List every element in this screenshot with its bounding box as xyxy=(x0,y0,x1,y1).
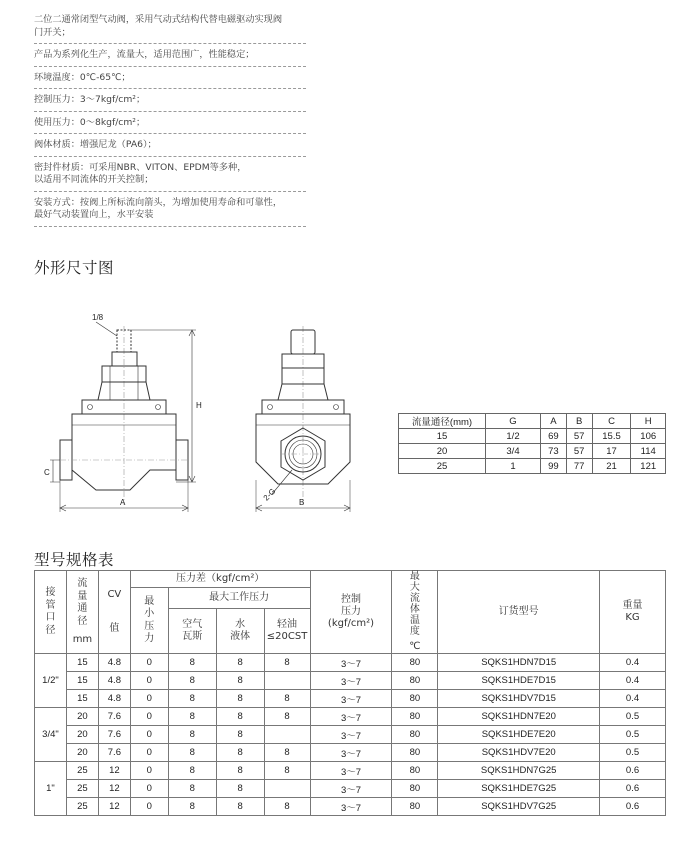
water-cell: 8 xyxy=(216,762,264,780)
table-row xyxy=(35,654,666,672)
min-pressure-cell: 0 xyxy=(130,726,168,744)
cv-header-label: CV xyxy=(107,589,122,600)
cv-cell: 7.6 xyxy=(98,726,130,744)
c-dimension-label: C xyxy=(44,468,50,477)
control-pressure-cell: 3～7 xyxy=(310,798,392,816)
cv-cell: 7.6 xyxy=(98,744,130,762)
water-cell: 8 xyxy=(216,672,264,690)
port-size-cell: 3/4" xyxy=(35,708,67,762)
flow-size-cell: 25 xyxy=(66,780,98,798)
oil-cell: 8 xyxy=(264,690,310,708)
table-row xyxy=(35,708,666,726)
spec-item: 密封件材质：可采用NBR、VITON、EPDM等多种， 以适用不同流体的开关控制； xyxy=(34,160,306,192)
max-temp-cell: 80 xyxy=(392,690,438,708)
dimension-table xyxy=(398,413,666,474)
table-row xyxy=(35,798,666,816)
dim-header: 流量通径(mm) xyxy=(399,414,486,429)
control-pressure-cell: 3～7 xyxy=(310,672,392,690)
dim-cell: 57 xyxy=(566,429,592,444)
weight-cell: 0.6 xyxy=(600,780,666,798)
min-pressure-cell: 0 xyxy=(130,654,168,672)
control-pressure-cell: 3～7 xyxy=(310,654,392,672)
dimensions-title: 外形尺寸图 xyxy=(34,259,115,277)
min-pressure-header xyxy=(130,588,168,654)
dim-header: G xyxy=(486,414,541,429)
max-temp-cell: 80 xyxy=(392,780,438,798)
flow-header xyxy=(66,571,98,654)
spec-item: 控制压力：3～7kgf/cm²； xyxy=(34,92,306,112)
valve-side-view xyxy=(256,326,350,512)
dim-cell: 77 xyxy=(566,459,592,474)
port-size-cell: 1" xyxy=(35,762,67,816)
spec-item: 安装方式：按阀上所标流向箭头，为增加使用寿命和可靠性， 最好气动装置向上，水平安装 xyxy=(34,195,306,227)
temperature-header-label: 最大流体温度 xyxy=(409,571,420,637)
flow-size-cell: 25 xyxy=(66,798,98,816)
flow-size-cell: 15 xyxy=(66,654,98,672)
order-model-cell: SQKS1HDE7D15 xyxy=(438,672,600,690)
table-row xyxy=(399,459,666,474)
weight-cell: 0.5 xyxy=(600,744,666,762)
control-pressure-header: 控制 压力 (kgf/cm²) xyxy=(310,571,392,654)
order-model-cell: SQKS1HDV7D15 xyxy=(438,690,600,708)
dim-cell: 57 xyxy=(566,444,592,459)
oil-cell xyxy=(264,672,310,690)
cv-cell: 12 xyxy=(98,762,130,780)
dim-cell: 73 xyxy=(541,444,567,459)
model-table-body xyxy=(35,654,666,816)
air-gas-cell: 8 xyxy=(168,762,216,780)
cv-unit-label: 值 xyxy=(109,623,120,634)
flow-size-cell: 25 xyxy=(66,762,98,780)
g-thread-label: 2-G xyxy=(261,486,278,503)
max-temp-cell: 80 xyxy=(392,744,438,762)
control-pressure-cell: 3～7 xyxy=(310,708,392,726)
port-size-label: 1/8 xyxy=(92,313,104,322)
flow-unit-label: mm xyxy=(72,634,93,645)
cv-cell: 12 xyxy=(98,798,130,816)
air-gas-cell: 8 xyxy=(168,672,216,690)
order-model-cell: SQKS1HDE7G25 xyxy=(438,780,600,798)
air-gas-cell: 8 xyxy=(168,798,216,816)
air-gas-cell: 8 xyxy=(168,780,216,798)
pressure-diff-header: 压力差（kgf/cm²） xyxy=(130,571,310,588)
dim-cell: 15.5 xyxy=(592,429,631,444)
flow-size-cell: 15 xyxy=(66,690,98,708)
valve-front-view xyxy=(44,313,202,512)
water-liquid-header: 水 液体 xyxy=(216,609,264,654)
order-model-cell: SQKS1HDN7D15 xyxy=(438,654,600,672)
dim-cell: 69 xyxy=(541,429,567,444)
oil-cell: 8 xyxy=(264,798,310,816)
control-pressure-cell: 3～7 xyxy=(310,780,392,798)
air-gas-header: 空气 瓦斯 xyxy=(168,609,216,654)
flow-size-cell: 20 xyxy=(66,744,98,762)
oil-cell: 8 xyxy=(264,762,310,780)
max-temp-cell: 80 xyxy=(392,762,438,780)
table-row xyxy=(35,780,666,798)
table-row xyxy=(35,762,666,780)
dim-cell: 114 xyxy=(631,444,666,459)
spec-item: 环境温度：0℃-65℃； xyxy=(34,70,306,90)
air-gas-cell: 8 xyxy=(168,708,216,726)
min-pressure-cell: 0 xyxy=(130,672,168,690)
dim-cell: 25 xyxy=(399,459,486,474)
table-row xyxy=(399,444,666,459)
water-cell: 8 xyxy=(216,780,264,798)
cv-header xyxy=(98,571,130,654)
water-cell: 8 xyxy=(216,708,264,726)
table-row xyxy=(35,726,666,744)
flow-size-cell: 20 xyxy=(66,726,98,744)
order-model-cell: SQKS1HDN7G25 xyxy=(438,762,600,780)
dim-header: H xyxy=(631,414,666,429)
spec-item: 二位二通常闭型气动阀，采用气动式结构代替电磁驱动实现阀 门开关； xyxy=(34,12,306,44)
control-pressure-cell: 3～7 xyxy=(310,690,392,708)
cv-cell: 7.6 xyxy=(98,708,130,726)
water-cell: 8 xyxy=(216,798,264,816)
model-table-title: 型号规格表 xyxy=(34,551,115,569)
port-header xyxy=(35,571,67,654)
a-dimension-label: A xyxy=(120,498,126,507)
water-cell: 8 xyxy=(216,654,264,672)
max-temp-cell: 80 xyxy=(392,798,438,816)
dim-cell: 1 xyxy=(486,459,541,474)
control-pressure-cell: 3～7 xyxy=(310,726,392,744)
air-gas-cell: 8 xyxy=(168,654,216,672)
control-pressure-cell: 3～7 xyxy=(310,762,392,780)
dim-cell: 15 xyxy=(399,429,486,444)
oil-cell: 8 xyxy=(264,744,310,762)
dim-header: A xyxy=(541,414,567,429)
temperature-unit-label: ℃ xyxy=(409,641,421,652)
temperature-header xyxy=(392,571,438,654)
table-row xyxy=(35,690,666,708)
order-model-cell: SQKS1HDV7E20 xyxy=(438,744,600,762)
spec-item: 阀体材质：增强尼龙（PA6）； xyxy=(34,137,306,157)
cv-cell: 4.8 xyxy=(98,654,130,672)
table-row xyxy=(399,429,666,444)
dim-cell: 121 xyxy=(631,459,666,474)
max-temp-cell: 80 xyxy=(392,672,438,690)
oil-cell: 8 xyxy=(264,654,310,672)
dim-cell: 1/2 xyxy=(486,429,541,444)
spec-item: 产品为系列化生产，流量大，适用范围广，性能稳定； xyxy=(34,47,306,67)
dim-cell: 20 xyxy=(399,444,486,459)
dim-header: C xyxy=(592,414,631,429)
air-gas-cell: 8 xyxy=(168,744,216,762)
cv-cell: 4.8 xyxy=(98,690,130,708)
spec-item: 使用压力：0～8kgf/cm²； xyxy=(34,115,306,135)
dim-cell: 106 xyxy=(631,429,666,444)
water-cell: 8 xyxy=(216,690,264,708)
water-cell: 8 xyxy=(216,726,264,744)
max-temp-cell: 80 xyxy=(392,726,438,744)
height-dimension-label: H xyxy=(196,401,202,410)
cv-cell: 12 xyxy=(98,780,130,798)
order-model-cell: SQKS1HDN7E20 xyxy=(438,708,600,726)
flow-header-label: 流量通径 xyxy=(77,578,88,627)
min-pressure-cell: 0 xyxy=(130,762,168,780)
dim-cell: 21 xyxy=(592,459,631,474)
water-cell: 8 xyxy=(216,744,264,762)
weight-cell: 0.6 xyxy=(600,762,666,780)
order-model-cell: SQKS1HDV7G25 xyxy=(438,798,600,816)
b-dimension-label: B xyxy=(299,498,305,507)
table-row xyxy=(35,744,666,762)
flow-size-cell: 20 xyxy=(66,708,98,726)
max-temp-cell: 80 xyxy=(392,654,438,672)
port-size-cell: 1/2" xyxy=(35,654,67,708)
light-oil-header: 轻油 ≤20CST xyxy=(264,609,310,654)
weight-cell: 0.5 xyxy=(600,726,666,744)
flow-size-cell: 15 xyxy=(66,672,98,690)
min-pressure-cell: 0 xyxy=(130,708,168,726)
air-gas-cell: 8 xyxy=(168,690,216,708)
port-header-label: 接管口径 xyxy=(45,587,56,636)
min-pressure-cell: 0 xyxy=(130,798,168,816)
air-gas-cell: 8 xyxy=(168,726,216,744)
weight-cell: 0.5 xyxy=(600,708,666,726)
max-pressure-header: 最大工作压力 xyxy=(168,588,310,609)
dim-cell: 99 xyxy=(541,459,567,474)
weight-cell: 0.4 xyxy=(600,672,666,690)
weight-header: 重量 KG xyxy=(600,571,666,654)
model-spec-table xyxy=(34,570,666,816)
max-temp-cell: 80 xyxy=(392,708,438,726)
oil-cell: 8 xyxy=(264,708,310,726)
order-model-cell: SQKS1HDE7E20 xyxy=(438,726,600,744)
dim-header: B xyxy=(566,414,592,429)
oil-cell xyxy=(264,726,310,744)
weight-cell: 0.4 xyxy=(600,654,666,672)
oil-cell xyxy=(264,780,310,798)
weight-cell: 0.6 xyxy=(600,798,666,816)
min-pressure-cell: 0 xyxy=(130,744,168,762)
min-pressure-cell: 0 xyxy=(130,780,168,798)
control-pressure-cell: 3～7 xyxy=(310,744,392,762)
weight-cell: 0.4 xyxy=(600,690,666,708)
dim-cell: 3/4 xyxy=(486,444,541,459)
cv-cell: 4.8 xyxy=(98,672,130,690)
table-row xyxy=(35,672,666,690)
dim-cell: 17 xyxy=(592,444,631,459)
order-model-header: 订货型号 xyxy=(438,571,600,654)
min-pressure-cell: 0 xyxy=(130,690,168,708)
min-pressure-label: 最小压力 xyxy=(144,595,155,644)
